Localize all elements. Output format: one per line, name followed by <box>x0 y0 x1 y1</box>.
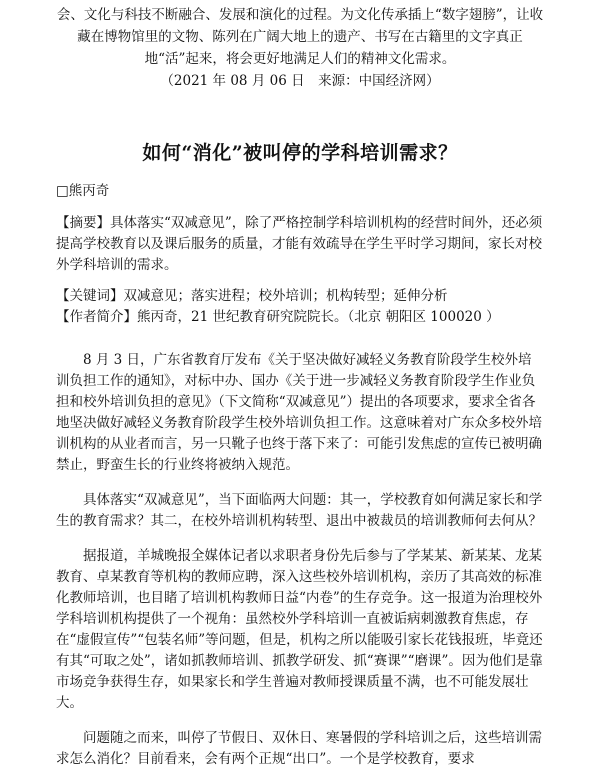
body-paragraph: 据报道，羊城晚报全媒体记者以求职者身份先后参与了学某某、新某某、龙某教育、卓某教育等机构的教师应聘，深入这些校外培训机构，亲历了其高效的标准化教师培训，也目睹了培训机构教师日益“内卷”的生存竞争。这一报道为治理校外学科培训机构提供了一个视角：虽然校外学科培训一直被诟病刺激教育焦虑，存在“虚假宣传”“包装名师”等问题，但是，机构之所以能吸引家长花钱报班，毕竟还有其“可取之处”，诸如抓教师培训、抓教学研发、抓“赛课”“磨课”。因为他们是靠市场竞争获得生存，如果家长和学生普遍对教师授课质量不满，也不可能发展壮大。 <box>56 548 543 711</box>
article-body <box>56 350 544 770</box>
previous-article-source: （2021 年 08 月 06 日 来源：中国经济网） <box>160 73 440 89</box>
body-paragraph: 具体落实“双减意见”，当下面临两大问题：其一，学校教育如何满足家长和学生的教育需求？其二，在校外培训机构转型、退出中被裁员的培训教师何去何从？ <box>56 492 543 529</box>
previous-article-tail <box>0 0 600 92</box>
keywords-line: 【关键词】双减意见；落实进程；校外培训；机构转型；延伸分析 <box>56 288 448 304</box>
body-paragraph: 问题随之而来，叫停了节假日、双休日、寒暑假的学科培训之后，这些培训需求怎么消化？目前看来，会有两个正规“出口”。一个是学校教育，要求 <box>56 730 542 767</box>
article-meta <box>56 286 544 328</box>
body-paragraph: 8 月 3 日，广东省教育厅发布《关于坚决做好减轻义务教育阶段学生校外培训负担工作的通知》，对标中办、国办《关于进一步减轻义务教育阶段学生作业负担和校外培训负担的意见》（下文简称“双减意见”）提出的各项要求，要求全省各地坚决做好减轻义务教育阶段学生校外培训负担工作。这意味着对广东众多校外培训机构的从业者而言，另一只靴子也终于落下来了：可能引发焦虑的宣传已被明确禁止，野蛮生长的行业终将被纳入规范。 <box>56 352 542 473</box>
previous-article-text: 会、文化与科技不断融合、发展和演化的过程。为文化传承插上“数字翅膀”，让收藏在博物馆里的文物、陈列在广阔大地上的遗产、书写在古籍里的文字真正地“活”起来，将会更好地满足人们的精神文化需求。 <box>56 7 544 67</box>
article-author: □熊丙奇 <box>56 183 110 199</box>
author-intro-line: 【作者简介】熊丙奇，21 世纪教育研究院院长。（北京 朝阳区 100020 ） <box>56 309 500 325</box>
article-title: 如何“消化”被叫停的学科培训需求？ <box>142 142 458 164</box>
abstract-text: 【摘要】具体落实“双减意见”，除了严格控制学科培训机构的经营时间外，还必须提高学校教育以及课后服务的质量，才能有效疏导在学生平时学习期间，家长对校外学科培训的需求。 <box>56 215 543 273</box>
article-abstract <box>56 213 544 276</box>
